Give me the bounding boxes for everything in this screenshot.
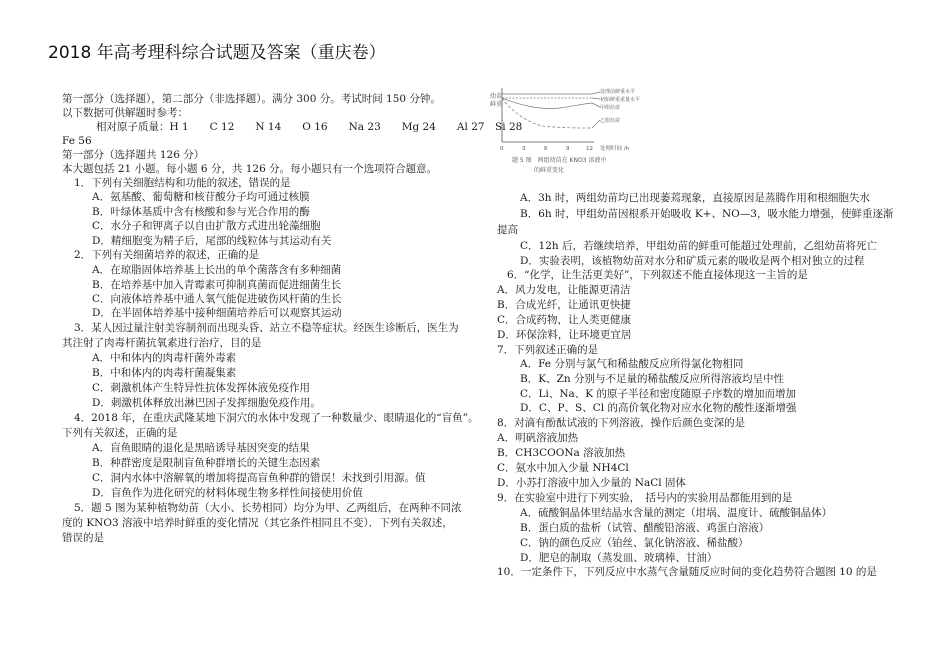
q6-option-d: D．环保涂料，让环境更宜居 — [497, 329, 632, 341]
question-8: 8．对滴有酚酞试液的下列溶液，操作后颜色变深的是 — [497, 417, 746, 429]
q7-option-b: B．K、Zn 分别与不足量的稀盐酸反应所得溶液均呈中性 — [520, 373, 784, 385]
leader-2 — [592, 98, 600, 99]
q5-option-b: B．6h 时，甲组幼苗因根系开始吸收 K+、NO—3，吸水能力增强，使鲜重逐渐 — [520, 208, 894, 220]
q3-option-b: B．中和体内的肉毒杆菌凝集素 — [92, 367, 237, 379]
q6-option-b: B．合成光纤，让通讯更快捷 — [497, 299, 631, 311]
question-2: 2．下列有关细菌培养的叙述，正确的是 — [74, 249, 260, 261]
reference-data-intro: 以下数据可供解题时参考： — [62, 107, 188, 119]
question-4: 4．2018 年，在重庆武隆某地下洞穴的水体中发现了一种数量少、眼睛退化的“盲鱼”。 — [74, 412, 479, 424]
graph-svg — [482, 84, 648, 182]
q4-option-b: B．种群密度是限制盲鱼种群增长的关键生态因素 — [92, 457, 321, 469]
graph-ylabel-top: 幼苗 — [490, 93, 503, 100]
question-5-cont: 度的 KNO3 溶液中培养时鲜重的变化情况（其它条件相同且不变）．下列有关叙述， — [62, 517, 453, 529]
leader-3 — [592, 103, 600, 107]
question-10: 10．一定条件下，下列反应中水蒸气含量随反应时间的变化趋势符合题图 10 的是 — [497, 566, 877, 578]
legend-label-4: 乙组幼苗 — [600, 118, 621, 124]
legend-label-3: 甲组幼苗 — [600, 105, 621, 111]
question-5: 5．题 5 图为某种植物幼苗（大小、长势相同）均分为甲、乙两组后，在两种不同浓 — [74, 502, 462, 514]
section-heading: 第一部分（选择题共 126 分） — [62, 149, 205, 161]
q1-option-b: B．叶绿体基质中含有核酸和参与光合作用的酶 — [92, 206, 310, 218]
q8-option-d: D．小苏打溶液中加入少量的 NaCl 固体 — [497, 477, 686, 489]
atomic-mass-list-cont: Fe 56 — [62, 135, 92, 147]
question-1: 1．下列有关细胞结构和功能的叙述，错误的是 — [74, 177, 291, 189]
q2-option-a: A．在琼脂固体培养基上长出的单个菌落含有多种细菌 — [92, 264, 342, 276]
legend-label-2: 初始鲜重重量水平 — [600, 97, 641, 103]
q4-option-a: A．盲鱼眼睛的退化是黑暗诱导基因突变的结果 — [92, 442, 310, 454]
q3-option-c: C．刺激机体产生特异性抗体发挥体液免疫作用 — [92, 382, 311, 394]
section-instructions: 本大题包括 21 小题。每小题 6 分，共 126 分。每小题只有一个选项符合题意。 — [62, 163, 438, 175]
q2-option-d: D．在半固体培养基中接种细菌培养后可以观察其运动 — [92, 307, 342, 319]
q8-option-c: C．氨水中加入少量 NH4Cl — [497, 462, 629, 474]
graph-xlabel: 处理时间 /h — [600, 146, 630, 152]
question-9: 9．在实验室中进行下列实验， 括号内的实验用品都能用到的是 — [497, 492, 793, 504]
question-4-cont: 下列有关叙述，正确的是 — [62, 427, 178, 439]
curve-group-jia — [502, 98, 592, 109]
tick-12: 12 — [586, 146, 593, 152]
figure-5-graph — [482, 84, 648, 182]
q9-option-b: B．蛋白质的盐析（试管、醋酸铅溶液、鸡蛋白溶液） — [520, 522, 770, 534]
page-title: 2018 年高考理科综合试题及答案（重庆卷） — [48, 43, 386, 63]
figure-caption-1: 题 5 图 两组幼苗在 KNO3 溶液中 — [512, 157, 607, 164]
question-5-cont-2: 错误的是 — [62, 532, 104, 544]
q3-option-d: D．刺激机体释放出淋巴因子发挥细胞免疫作用。 — [92, 397, 321, 409]
q3-option-a: A．中和体内的肉毒杆菌外毒素 — [92, 352, 237, 364]
q6-option-c: C．合成药物，让人类更健康 — [497, 314, 632, 326]
q2-option-c: C．向液体培养基中通人氧气能促进破伤风杆菌的生长 — [92, 293, 342, 305]
q7-option-c: C．Li、Na、K 的原子半径和密度随原子序数的增加而增加 — [520, 388, 796, 400]
q1-option-c: C．水分子和钾离子以自由扩散方式进出轮藻细胞 — [92, 220, 321, 232]
q9-option-c: C．钠的颜色反应（铂丝、氯化钠溶液、稀盐酸） — [520, 537, 749, 549]
q4-option-c: C．洞内水体中溶解氧的增加将提高盲鱼种群的错误！未找到引用源。值 — [92, 472, 426, 484]
q5-option-d: D．实验表明，该植物幼苗对水分和矿质元素的吸收是两个相对独立的过程 — [520, 255, 865, 267]
legend-label-1: 处理前鲜重水平 — [600, 89, 636, 95]
leader-4 — [592, 120, 600, 128]
q9-option-a: A．硫酸铜晶体里结晶水含量的测定（坩埚、温度计、硫酸铜晶体） — [520, 507, 833, 519]
question-6: 6．“化学，让生活更美好”，下列叙述不能直接体现这一主旨的是 — [507, 269, 808, 281]
atomic-mass-list: 相对原子质量：H 1 C 12 N 14 O 16 Na 23 Mg 24 Al 27 Si 28 — [96, 121, 523, 133]
q7-option-a: A．Fe 分别与氯气和稀盐酸反应所得氯化物相同 — [520, 358, 744, 370]
q6-option-a: A．风力发电，让能源更清洁 — [497, 284, 631, 296]
q5-option-c: C．12h 后，若继续培养，甲组幼苗的鲜重可能超过处理前，乙组幼苗将死亡 — [520, 240, 877, 252]
tick-0: 0 — [500, 146, 504, 152]
q1-option-a: A．氨基酸、葡萄糖和核苷酸分子均可通过核膜 — [92, 191, 310, 203]
q1-option-d: D．精细胞变为精子后，尾部的线粒体与其运动有关 — [92, 235, 332, 247]
q7-option-d: D．C、P、S、Cl 的高价氧化物对应水化物的酸性逐渐增强 — [520, 402, 797, 414]
q8-option-a: A．明矾溶液加热 — [497, 432, 579, 444]
figure-caption-2: 的鲜重变化 — [534, 167, 565, 174]
question-3-cont: 其注射了肉毒杆菌抗氧素进行治疗，目的是 — [62, 337, 262, 349]
q8-option-b: B．CH3COONa 溶液加热 — [497, 447, 626, 459]
tick-3: 3 — [522, 146, 526, 152]
q5-option-a: A．3h 时，两组幼苗均已出现萎蔫现象，直接原因是蒸腾作用和根细胞失水 — [520, 192, 870, 204]
exam-intro: 第一部分（选择题），第二部分（非选择题）。满分 300 分。考试时间 150 分钟。 — [62, 93, 441, 105]
tick-9: 9 — [566, 146, 570, 152]
leader-1 — [592, 92, 600, 94]
q5-option-b-cont: 提高 — [497, 224, 518, 236]
q9-option-d: D．肥皂的制取（蒸发皿、玻璃棒、甘油） — [520, 552, 718, 564]
question-7: 7．下列叙述正确的是 — [497, 344, 599, 356]
q2-option-b: B．在培养基中加入青霉素可抑制真菌而促进细菌生长 — [92, 279, 342, 291]
question-3: 3．某人因过量注射美容制剂而出现头昏、站立不稳等症状。经医生诊断后，医生为 — [74, 322, 459, 334]
q4-option-d: D．盲鱼作为进化研究的材料体现生物多样性间接使用价值 — [92, 487, 363, 499]
tick-6: 6 — [544, 146, 548, 152]
graph-ylabel-bottom: 鲜重 — [490, 101, 503, 108]
